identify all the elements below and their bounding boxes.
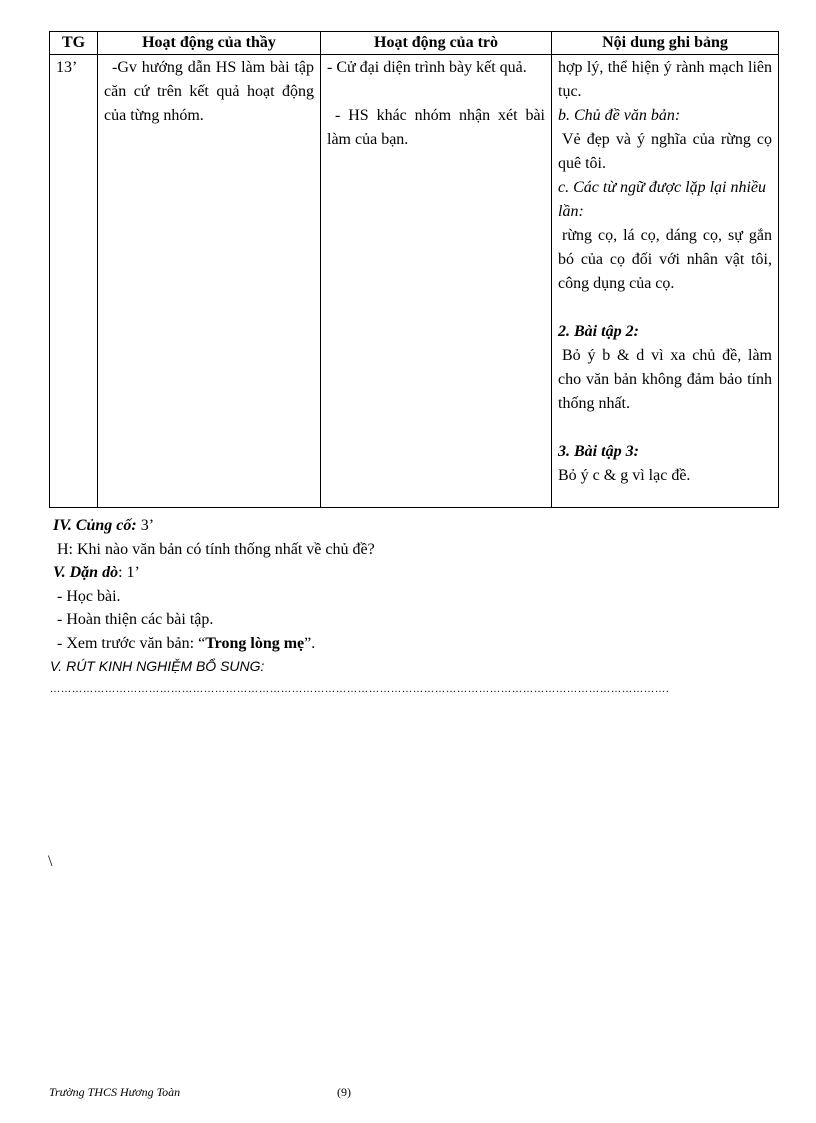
lesson-table (49, 31, 779, 508)
footer-page-number: (9) (337, 1085, 351, 1099)
content-heading-c: c. Các từ ngữ được lặp lại nhiều lần: (558, 179, 767, 220)
student-text-1: - Cử đại diện trình bày kết quả. (327, 59, 527, 76)
student-text-2: - HS khác nhóm nhận xét bài làm của bạn. (327, 107, 545, 148)
cell-teacher (98, 55, 321, 508)
stray-backslash: \ (48, 853, 53, 870)
header-content: Nội dung ghi bảng (552, 32, 779, 55)
table-header-row (50, 32, 779, 55)
content-heading-bt2: 2. Bài tập 2: (558, 323, 639, 340)
lesson-closing (50, 514, 770, 679)
content-p1: hợp lý, thể hiện ý rành mạch liên tục. (558, 59, 772, 100)
cell-content (552, 55, 779, 508)
table-row (50, 55, 779, 508)
dotted-line: ……………………………………………………………………………………………………………………………………………………. (50, 684, 670, 695)
cell-student (321, 55, 552, 508)
dando-line: V. Dặn dò: 1’ (53, 564, 140, 581)
content-heading-b: b. Chủ đề văn bản: (558, 107, 681, 124)
content-p2: Vẻ đẹp và ý nghĩa của rừng cọ quê tôi. (558, 131, 772, 172)
header-tg: TG (50, 32, 98, 55)
header-student: Hoạt động của trò (321, 32, 552, 55)
rkn-heading: V. RÚT KINH NGHIỆM BỔ SUNG: (50, 658, 265, 674)
teacher-text: -Gv hướng dẫn HS làm bài tập căn cứ trên kết quả hoạt động của từng nhóm. (104, 59, 314, 124)
cungco-question: H: Khi nào văn bản có tính thống nhất về chủ đề? (57, 540, 375, 558)
footer-school: Trường THCS Hương Toàn (49, 1085, 181, 1099)
dando-item-2: - Hoàn thiện các bài tập. (57, 611, 214, 628)
dando-item-1: - Học bài. (57, 587, 121, 605)
content-heading-bt3: 3. Bài tập 3: (558, 443, 639, 460)
content-p4: Bỏ ý b & d vì xa chủ đề, làm cho văn bản không đảm bảo tính thống nhất. (558, 347, 772, 412)
cungco-line: IV. Củng cố: 3’ (53, 517, 155, 534)
content-p3: rừng cọ, lá cọ, dáng cọ, sự gắn bó của cọ đối với nhân vật tôi, công dụng của cọ. (558, 227, 772, 292)
cell-time: 13’ (50, 55, 98, 508)
content-p5: Bỏ ý c & g vì lạc đề. (558, 467, 691, 484)
dando-item-3: - Xem trước văn bản: “Trong lòng mẹ”. (57, 634, 316, 652)
header-teacher: Hoạt động của thầy (98, 32, 321, 55)
